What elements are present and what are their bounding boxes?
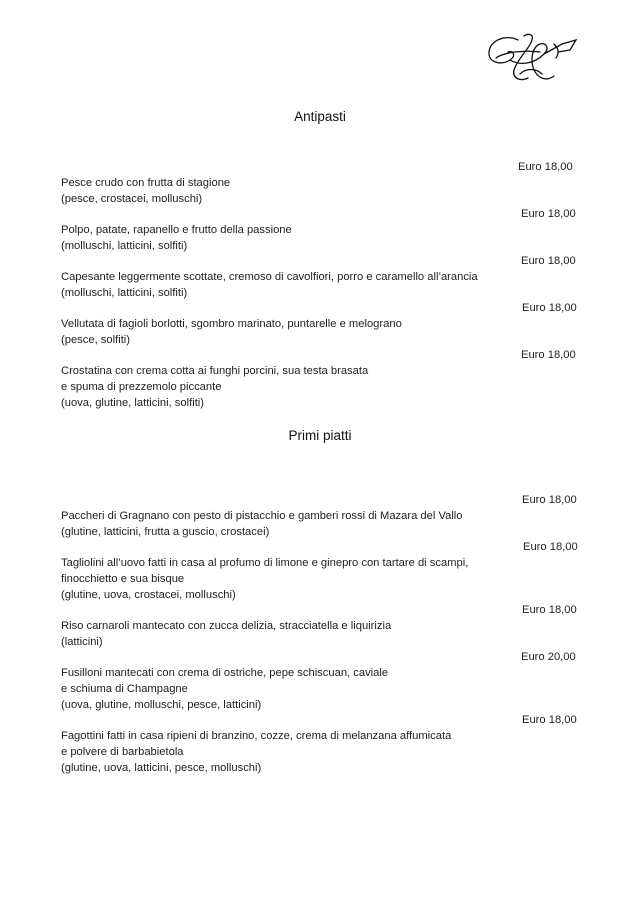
dish-price: Euro 20,00 [521,651,576,663]
dish-allergens: (glutine, uova, latticini, pesce, molluschi) [61,762,262,774]
dish-allergens: (uova, glutine, molluschi, pesce, latticini) [61,699,262,711]
dish-price: Euro 18,00 [522,714,577,726]
restaurant-logo [484,30,582,86]
dish-allergens: (molluschi, latticini, solfiti) [61,287,188,299]
section-title-antipasti: Antipasti [294,109,346,124]
dish-name: Riso carnaroli mantecato con zucca delizia, stracciatella e liquirizia [61,620,392,632]
dish-allergens: (pesce, solfiti) [61,334,131,346]
dish-allergens: (latticini) [61,636,103,648]
dish-price: Euro 18,00 [522,494,577,506]
dish-name: Fagottini fatti in casa ripieni di branzino, cozze, crema di melanzana affumicata e polvere di barbabietola [61,730,452,758]
dish-price: Euro 18,00 [522,604,577,616]
dish-name: Polpo, patate, rapanello e frutto della passione [61,224,292,236]
dish-allergens: (glutine, uova, crostacei, molluschi) [61,589,236,601]
dish-name: Tagliolini all’uovo fatti in casa al profumo di limone e ginepro con tartare di scampi, finocchietto e sua bisque [61,557,469,585]
dish-price: Euro 18,00 [523,541,578,553]
dish-price: Euro 18,00 [522,302,577,314]
dish-name: Paccheri di Gragnano con pesto di pistacchio e gamberi rossi di Mazara del Vallo [61,510,463,522]
dish-name: Crostatina con crema cotta ai funghi porcini, sua testa brasata e spuma di prezzemolo piccante [61,365,369,393]
dish-price: Euro 18,00 [518,161,573,173]
dish-name: Pesce crudo con frutta di stagione [61,177,231,189]
dish-allergens: (pesce, crostacei, molluschi) [61,193,203,205]
dish-allergens: (uova, glutine, latticini, solfiti) [61,397,205,409]
dish-name: Vellutata di fagioli borlotti, sgombro marinato, puntarelle e melograno [61,318,402,330]
dish-price: Euro 18,00 [521,255,576,267]
dish-allergens: (molluschi, latticini, solfiti) [61,240,188,252]
dish-price: Euro 18,00 [521,208,576,220]
dish-name: Fusilloni mantecati con crema di ostriche, pepe schiscuan, caviale e schiuma di Champagne [61,667,389,695]
dish-description [61,347,513,427]
dish-name: Capesante leggermente scottate, cremoso di cavolfiori, porro e caramello all’arancia [61,271,478,283]
section-title-primi-piatti: Primi piatti [288,428,352,443]
dish-allergens: (glutine, latticini, frutta a guscio, crostacei) [61,526,270,538]
dish-description [61,712,517,792]
dish-price: Euro 18,00 [521,349,576,361]
